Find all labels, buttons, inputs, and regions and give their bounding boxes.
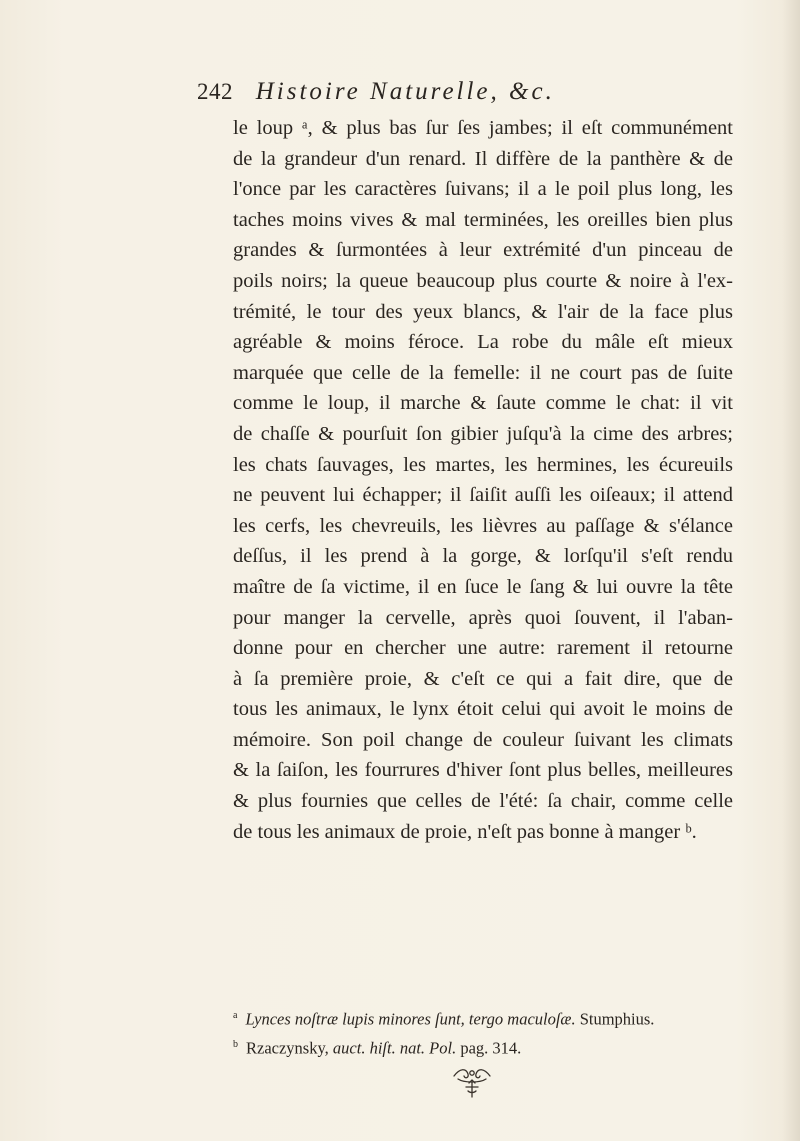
text-line: poils noirs; la queue beaucoup plus courte & noire à l'ex-: [233, 269, 733, 292]
footnote-work: auct. hiſt. nat. Pol.: [332, 1038, 457, 1057]
text-line: de la grandeur d'un renard. Il diffère de la panthère & de: [233, 147, 733, 170]
text-line: agréable & moins féroce. La robe du mâle eſt mieux: [233, 331, 733, 354]
footnote-author: Rzaczynsky,: [246, 1038, 329, 1057]
footnote-quote: Lynces noſtræ lupis minores ſunt, tergo maculoſæ.: [245, 1009, 576, 1029]
text-line: à ſa première proie, & c'eſt ce qui a fait dire, que de: [233, 667, 733, 690]
text-line: donne pour en chercher une autre: rarement il retourne: [233, 637, 733, 660]
text-line: & plus fournies que celles de l'été: ſa chair, comme celle: [233, 790, 733, 813]
page-number: 242: [197, 79, 233, 104]
fleuron-ornament-icon: [450, 1066, 494, 1100]
text-line: ne peuvent lui échapper; il ſaiſit auſſi les oiſeaux; il attend: [233, 484, 733, 507]
text-line: les chats ſauvages, les martes, les hermines, les écureuils: [233, 453, 733, 476]
body-text: [233, 113, 733, 847]
text-line: comme le loup, il marche & ſaute comme le chat: il vit: [233, 392, 733, 415]
footnote-mark: a: [233, 1010, 238, 1021]
text-line: de tous les animaux de proie, n'eſt pas bonne à manger ᵇ.: [233, 820, 697, 843]
text-line: le loup ᵃ, & plus bas ſur ſes jambes; il eſt communément: [233, 117, 733, 139]
footnote-a: [233, 1003, 733, 1032]
page-edge-shadow: [782, 0, 800, 1141]
running-header: [197, 78, 717, 112]
text-line: taches moins vives & mal terminées, les oreilles bien plus: [233, 208, 733, 231]
text-line: mémoire. Son poil change de couleur ſuivant les climats: [233, 728, 733, 751]
text-line: pour manger la cervelle, après quoi ſouvent, il l'aban-: [233, 606, 733, 629]
text-line: tous les animaux, le lynx étoit celui qui avoit le moins de: [233, 698, 733, 721]
text-line: deſſus, il les prend à la gorge, & lorſqu'il s'eſt rendu: [233, 545, 733, 568]
running-title: Histoire Naturelle, &c.: [255, 78, 555, 105]
text-line: marquée que celle de la femelle: il ne court pas de ſuite: [233, 361, 733, 384]
text-line: l'once par les caractères ſuivans; il a le poil plus long, les: [233, 178, 733, 201]
text-line: & la ſaiſon, les fourrures d'hiver ſont plus belles, meilleures: [233, 759, 733, 782]
text-line: les cerfs, les chevreuils, les lièvres au paſſage & s'élance: [233, 514, 733, 537]
footnote-mark: b: [233, 1038, 238, 1050]
text-line: de chaſſe & pourſuit ſon gibier juſqu'à la cime des arbres;: [233, 422, 733, 445]
text-line: maître de ſa victime, il en ſuce le ſang & lui ouvre la tête: [233, 575, 733, 598]
text-line: grandes & ſurmontées à leur extrémité d'un pinceau de: [233, 239, 733, 262]
footnote-source: Stumphius.: [579, 1009, 655, 1029]
footnotes: [233, 1003, 733, 1060]
footnote-b: [233, 1032, 733, 1061]
footnote-page: pag. 314.: [460, 1038, 522, 1057]
text-line: trémité, le tour des yeux blancs, & l'air de la face plus: [233, 300, 733, 323]
